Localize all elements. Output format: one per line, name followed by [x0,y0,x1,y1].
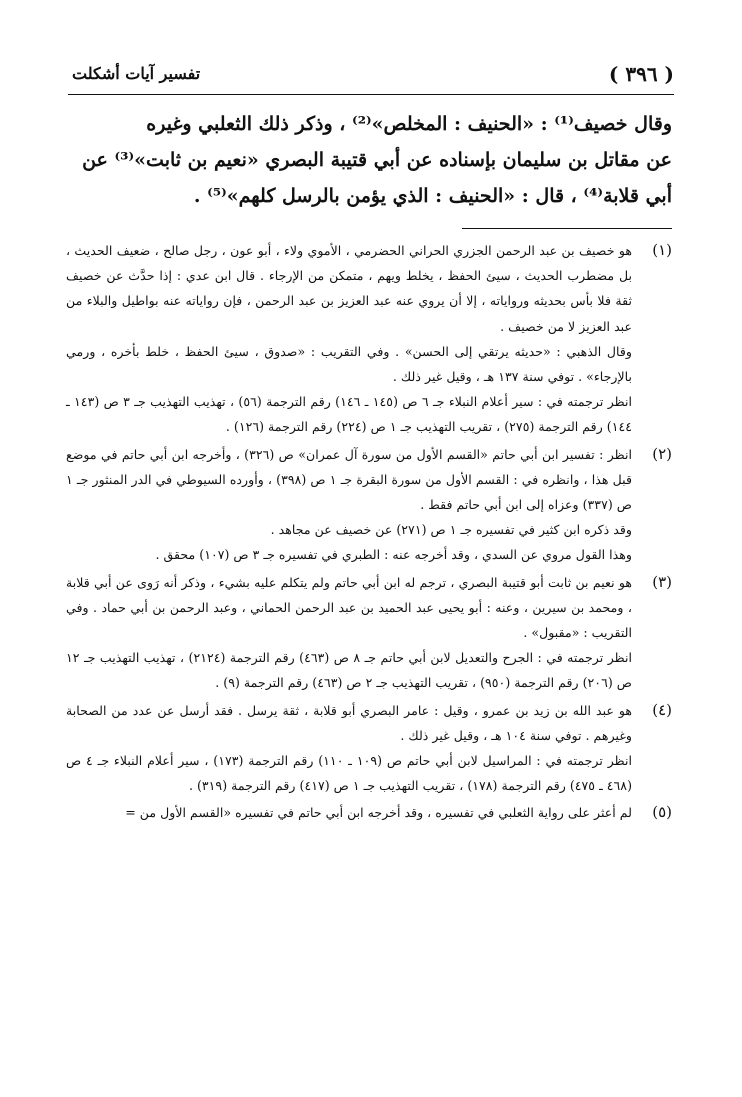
footnote-paragraph: وقال الذهبي : «حديثه يرتقي إلى الحسن» . وفي التقريب : «صدوق ، سيئ الحفظ ، خلط بأخره ، ورمي بالإرجاء» . توفي سنة ١٣٧ هـ ، وقيل غير ذلك . [66,343,632,385]
footnote-paragraph: لم أعثر على رواية الثعلبي في تفسيره ، وقد أخرجه ابن أبي حاتم في تفسيره «القسم الأول من = [125,805,632,821]
main-text [70,106,672,214]
footnote-number: (٣) [652,572,672,591]
footnote-1 [66,238,672,440]
header-divider [68,94,674,95]
footnote-5 [66,800,672,825]
footnote-paragraph: انظر ترجمته في : الجرح والتعديل لابن أبي حاتم جـ ٨ ص (٤٦٣) رقم الترجمة (٢١٢٤) ، تهذيب التهذيب جـ ١٢ ص (٢٠٦) رقم الترجمة (٩٥٠) ، تقريب التهذيب جـ ٢ ص (٤٦٣) رقم الترجمة (٩) . [66,650,632,691]
book-title: تفسير آيات أشكلت [72,64,201,83]
footnote-paragraph: وهذا القول مروي عن السدي ، وقد أخرجه عنه : الطبري في تفسيره جـ ٣ ص (١٠٧) محقق . [155,547,632,563]
footnote-divider [462,228,672,229]
footnote-paragraph: هو عبد الله بن زيد بن عمرو ، وقيل : عامر البصري أبو قلابة ، ثقة يرسل . فقد أرسل عن عدد من الصحابة وغيرهم . توفي سنة ١٠٤ هـ ، وقيل غير ذلك . [66,702,632,743]
footnote-3 [66,570,672,696]
footnote-number: (٢) [652,444,672,463]
footnote-paragraph: هو خصيف بن عبد الرحمن الجزري الحراني الحضرمي ، الأموي ولاء ، أبو عون ، رجل صالح ، ضعيف الحديث ، بل مضطرب الحديث ، سيئ الحفظ ، يخلط ويهم ، متمكن من الإرجاء . قال ابن عدي : إذا حدَّث عن خصيف ثقة فلا بأس بحديثه ورواياته ، إلا أن يروي عنه عبد العزيز بن عبد الرحمن ، فإن رواياته عنه بواطيل والبلاء من عبد العزيز لا من خصيف . [66,243,632,334]
footnote-4 [66,698,672,799]
footnote-paragraph: وقد ذكره ابن كثير في تفسيره جـ ١ ص (٢٧١) عن خصيف عن مجاهد . [270,522,632,538]
footnote-paragraph: هو نعيم بن ثابت أبو قتيبة البصري ، ترجم له ابن أبي حاتم ولم يتكلم عليه بشيء ، وذكر أنه رَوى عن أبي قلابة ، ومحمد بن سيرين ، وعنه : أبو يحيى عبد الحميد بن عبد الرحمن الحماني ، وعبد الرحمن بن أبي حماد . وفي التقريب : «مقبول» . [66,574,632,641]
footnote-number: (٤) [652,700,672,719]
footnotes [66,238,672,826]
main-text-line: أبي قلابة⁽⁴⁾ ، قال : «الحنيف : الذي يؤمن بالرسل كلهم»⁽⁵⁾ . [193,185,672,207]
footnote-number: (١) [652,241,672,259]
main-text-line: وقال خصيف⁽¹⁾ : «الحنيف : المخلص»⁽²⁾ ، وذكر ذلك الثعلبي وغيره [146,113,672,135]
footnote-paragraph: انظر ترجمته في : المراسيل لابن أبي حاتم ص (١٠٩ ـ ١١٠) رقم الترجمة (١٧٣) ، سير أعلام النبلاء جـ ٤ ص (٤٦٨ ـ ٤٧٥) رقم الترجمة (١٧٨) ، تقريب التهذيب جـ ١ ص (٤١٧) رقم الترجمة (٣١٩) . [66,753,632,794]
footnote-paragraph: انظر ترجمته في : سير أعلام النبلاء جـ ٦ ص (١٤٥ ـ ١٤٦) رقم الترجمة (٥٦) ، تهذيب التهذيب جـ ٣ ص (١٤٣ ـ ١٤٤) رقم الترجمة (٢٧٥) ، تقريب التهذيب جـ ١ ص (٢٢٤) رقم الترجمة (١٢٦) . [66,394,632,435]
footnote-paragraph: انظر : تفسير ابن أبي حاتم «القسم الأول من سورة آل عمران» ص (٣٢٦) ، وأخرجه ابن أبي حاتم في موضع قبل هذا ، وانظره في : القسم الأول من سورة البقرة جـ ١ ص (٣٩٨) ، وأورده السيوطي في الدر المنثور جـ ١ ص (٣٣٧) وعزاه إلى ابن أبي حاتم فقط . [66,446,632,513]
main-text-line: عن مقاتل بن سليمان بإسناده عن أبي قتيبة البصري «نعيم بن ثابت»⁽³⁾ عن [82,149,672,171]
page-number: ( ٣٩٦ ) [608,62,674,86]
footnote-number: (٥) [652,803,672,822]
footnote-2 [66,442,672,568]
running-head [72,62,674,90]
